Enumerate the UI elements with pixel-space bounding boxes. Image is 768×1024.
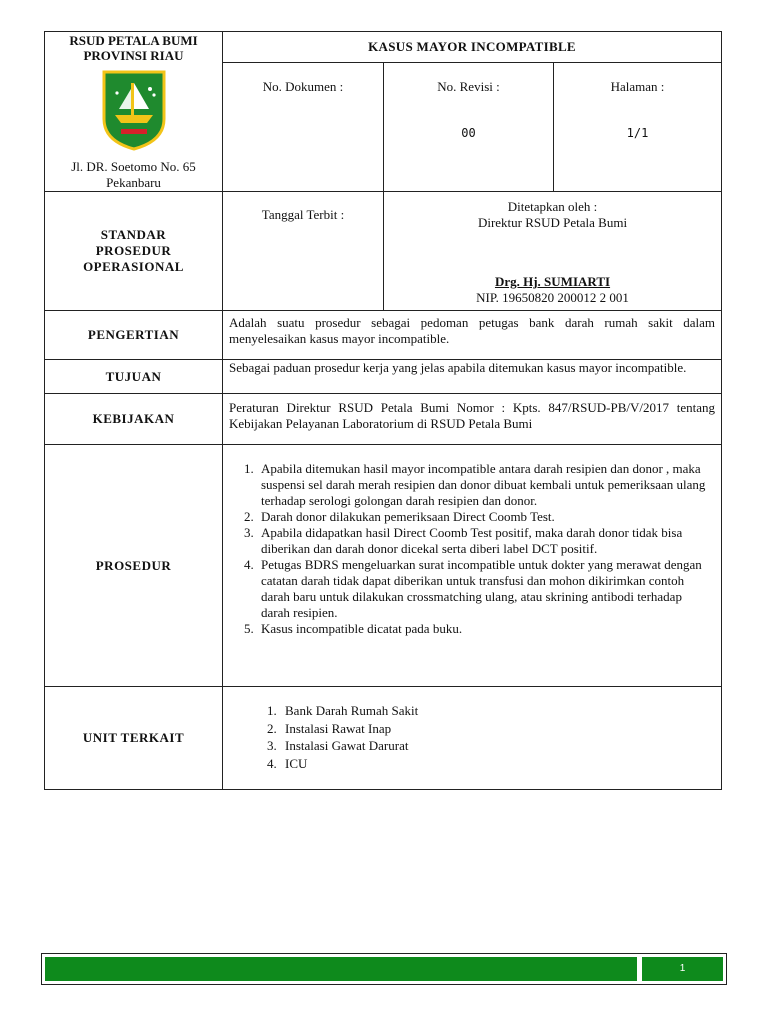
pengertian-label: PENGERTIAN: [45, 311, 223, 360]
hospital-logo-icon: [101, 69, 167, 151]
no-revisi-cell: [384, 62, 554, 191]
kebijakan-label: KEBIJAKAN: [45, 394, 223, 445]
hospital-address: Jl. DR. Soetomo No. 65 Pekanbaru: [71, 159, 196, 190]
no-revisi-value: 00: [461, 125, 476, 140]
unit-item: 3. Instalasi Gawat Darurat: [280, 737, 721, 755]
prosedur-item: 3. Apabila didapatkan hasil Direct Coomb Test positif, maka darah donor tidak bisa diberikan dan darah donor dicekal serta diberi label DCT positif.: [257, 525, 713, 557]
tujuan-label: TUJUAN: [45, 360, 223, 394]
footer-bar: [45, 957, 637, 981]
pengertian-text: Adalah suatu prosedur sebagai pedoman petugas bank darah rumah sakit dalam menyelesaikan kasus mayor incompatible.: [223, 311, 722, 360]
unit-item: 1. Bank Darah Rumah Sakit: [280, 702, 721, 720]
page-footer: [41, 953, 727, 985]
prosedur-list: [223, 461, 721, 637]
halaman-cell: [554, 62, 722, 191]
unit-terkait-cell: [223, 687, 722, 790]
prosedur-item: 5. Kasus incompatible dicatat pada buku.: [257, 621, 713, 637]
halaman-label: Halaman :: [610, 78, 665, 94]
unit-terkait-list: [223, 702, 721, 772]
tujuan-text: Sebagai paduan prosedur kerja yang jelas apabila ditemukan kasus mayor incompatible.: [223, 360, 722, 394]
no-dokumen-cell: [223, 62, 384, 191]
tanggal-terbit-label: Tanggal Terbit :: [261, 207, 345, 222]
prosedur-item: 2. Darah donor dilakukan pemeriksaan Direct Coomb Test.: [257, 509, 713, 525]
unit-terkait-label: UNIT TERKAIT: [45, 687, 223, 790]
document-title: KASUS MAYOR INCOMPATIBLE: [223, 32, 722, 63]
sop-label-text: STANDAR PROSEDUR OPERASIONAL: [83, 227, 184, 274]
ditetapkan-line2: Direktur RSUD Petala Bumi: [477, 215, 628, 230]
signer-nip: NIP. 19650820 200012 2 001: [476, 290, 629, 305]
prosedur-item: 1. Apabila ditemukan hasil mayor incompatible antara darah resipien dan donor , maka suspensi sel darah merah resipien dan donor dibuat kembali untuk pemeriksaan ulang terhadap serologi golongan darah resipien dan donor.: [257, 461, 713, 509]
kebijakan-text: Peraturan Direktur RSUD Petala Bumi Nomor : Kpts. 847/RSUD-PB/V/2017 tentang Kebijakan Pelayanan Laboratorium di RSUD Petala Bumi: [223, 394, 722, 445]
sop-table: [44, 31, 722, 790]
no-dokumen-label: No. Dokumen :: [262, 78, 344, 94]
unit-item: 4. ICU: [280, 755, 721, 773]
ditetapkan-line1: Ditetapkan oleh :: [507, 199, 598, 214]
hospital-name: RSUD PETALA BUMI PROVINSI RIAU: [69, 33, 198, 63]
page-number: 1: [642, 957, 723, 981]
sop-label: [45, 192, 223, 311]
prosedur-cell: [223, 445, 722, 687]
ditetapkan-cell: [384, 192, 722, 311]
signer-name: Drg. Hj. SUMIARTI: [494, 274, 611, 289]
halaman-value: 1/1: [626, 125, 649, 140]
hospital-header-cell: [45, 32, 223, 192]
unit-item: 2. Instalasi Rawat Inap: [280, 720, 721, 738]
prosedur-item: 4. Petugas BDRS mengeluarkan surat incompatible untuk dokter yang merawat dengan catatan darah tidak dapat diberikan untuk transfusi dan mohon dikirimkan contoh darah baru untuk dilakukan crossmatching ulang, atau skrining antibodi terhadap darah resipien.: [257, 557, 713, 621]
tanggal-terbit-cell: [223, 192, 384, 311]
prosedur-label: PROSEDUR: [45, 445, 223, 687]
no-revisi-label: No. Revisi :: [437, 78, 500, 94]
